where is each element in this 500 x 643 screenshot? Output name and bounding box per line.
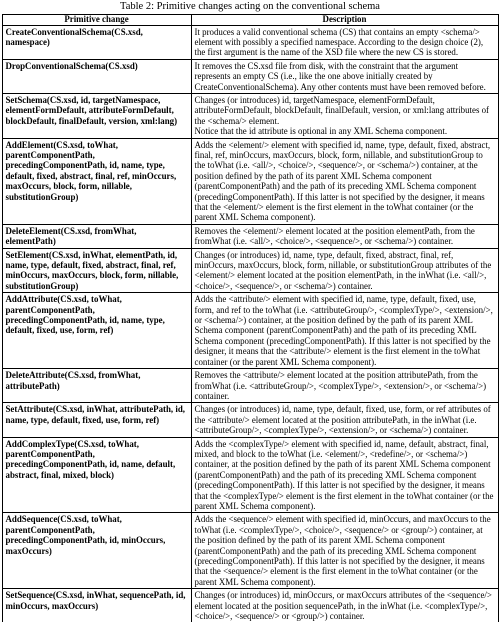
primitive-description: Changes (or introduces) id, minOccurs, or maxOccurs attributes of the <sequence/> element located at the position sequencePath, in the inWhat (i.e. <complexType/>, <choice/>, <sequence/> or <group/>) container. <box>191 589 498 623</box>
table-row <box>2 25 498 59</box>
table-caption: Table 2: Primitive changes acting on the conventional schema <box>120 1 380 12</box>
primitive-name: DeleteAttribute(CS.xsd, fromWhat, attributePath) <box>2 369 191 403</box>
primitive-description: Adds the <sequence/> element with specified id, minOccurs, and maxOccurs to the toWhat (i.e. <complexType/>, <choice/>, <sequence/> or <group/>) container, at the position defined by the path of its parent XML Schema component (parentComponentPath) and the path of its preceding XML Schema component (precedingComponentPath). If this latter is not specified by the designer, it means that the <sequence/> element is the first element in the toWhat container (or the parent XML Schema component). <box>191 513 498 589</box>
header-description: Description <box>191 15 498 26</box>
table-row <box>2 403 498 437</box>
primitive-name: AddElement(CS.xsd, toWhat, parentComponentPath, precedingComponentPath, id, name, type, default, fixed, abstract, final, ref, minOccurs, maxOccurs, block, form, nillable, substitutionGroup) <box>2 138 191 224</box>
primitive-description: Changes (or introduces) id, name, type, default, fixed, use, form, or ref attributes of the <attribute/> element located at the position attributePath, in the inWhat (i.e. <attributeGroup/>, <complexType/>, <extension/>, or <schema/>) container. <box>191 403 498 437</box>
table-row <box>2 224 498 248</box>
table-row <box>2 589 498 623</box>
table-row <box>2 248 498 293</box>
table-header-row <box>2 15 498 26</box>
primitive-name: DeleteElement(CS.xsd, fromWhat, elementPath) <box>2 224 191 248</box>
table-row <box>2 138 498 224</box>
table-row <box>2 293 498 369</box>
primitive-description: Changes (or introduces) id, targetNamespace, elementFormDefault, attributeFormDefault, blockDefault, finalDefault, version, or xml:lang attributes of the <schema/> element. Notice that the id attribute is optional in any XML Schema component. <box>191 93 498 138</box>
primitive-description: Changes (or introduces) id, name, type, default, fixed, abstract, final, ref, minOccurs, maxOccurs, block, form, nillable, or substitutionGroup attributes of the <element/> element located at the position elementPath, in the inWhat (i.e. <all/>, <choice/>, <sequence/>, or <schema/>) container. <box>191 248 498 293</box>
primitive-name: SetElement(CS.xsd, inWhat, elementPath, id, name, type, default, fixed, abstract, final, ref, minOccurs, maxOccurs, block, form, nillable, substitutionGroup) <box>2 248 191 293</box>
primitive-description: Adds the <attribute/> element with specified id, name, type, default, fixed, use, form, and ref to the toWhat (i.e. <attributeGroup/>, <complexType/>, <extension/>, or <schema/>) container, at the position defined by the path of its parent XML Schema component (parentComponentPath) and the path of its preceding XML Schema component (precedingComponentPath). If this latter is not specified by the designer, it means that the <attribute/> element is the first element in the toWhat container (or the parent XML Schema component). <box>191 293 498 369</box>
primitive-name: DropConventionalSchema(CS.xsd) <box>2 59 191 93</box>
table-row <box>2 513 498 589</box>
primitive-description: It removes the CS.xsd file from disk, with the constraint that the argument represents an empty CS (i.e., like the one above initially created by CreateConventionalSchema). Any other contents must have been removed before. <box>191 59 498 93</box>
primitive-name: SetSequence(CS.xsd, inWhat, sequencePath, id, minOccurs, maxOccurs) <box>2 589 191 623</box>
primitive-name: AddComplexType(CS.xsd, toWhat, parentComponentPath, precedingComponentPath, id, name, default, abstract, final, mixed, block) <box>2 437 191 513</box>
primitive-description: It produces a valid conventional schema (CS) that contains an empty <schema/> element with possibly a specified namespace. According to the design choice (2), the first argument is the name of the XSD file where the new CS is stored. <box>191 25 498 59</box>
primitive-name: AddSequence(CS.xsd, toWhat, parentComponentPath, precedingComponentPath, id, minOccurs, maxOccurs) <box>2 513 191 589</box>
primitive-changes-table <box>2 14 499 622</box>
table-row <box>2 437 498 513</box>
table-row <box>2 59 498 93</box>
table-row <box>2 369 498 403</box>
primitive-name: CreateConventionalSchema(CS.xsd, namespace) <box>2 25 191 59</box>
header-primitive-change: Primitive change <box>2 15 191 26</box>
table-row <box>2 93 498 138</box>
primitive-description: Adds the <complexType/> element with specified id, name, default, abstract, final, mixed, and block to the toWhat (i.e. <element/>, <redefine/>, or <schema/>) container, at the position defined by the path of its parent XML Schema component (parentComponentPath) and the path of its preceding XML Schema component (precedingComponentPath). If this latter is not specified by the designer, it means that the <complexType/> element is the first element in the toWhat container (or the parent XML Schema component). <box>191 437 498 513</box>
primitive-description: Removes the <element/> element located at the position elementPath, from the fromWhat (i.e. <all/>, <choice/>, <sequence/>, or <schema/>) container. <box>191 224 498 248</box>
primitive-description: Adds the <element/> element with specified id, name, type, default, fixed, abstract, final, ref, minOccurs, maxOccurs, block, form, nillable, and substitutionGroup to the toWhat (i.e. <all/>, <choice/>, <sequence/>, or <schema/>) container, at the position defined by the path of its parent XML Schema component (parentComponentPath) and the path of its preceding XML Schema component (precedingComponentPath). If this latter is not specified by the designer, it means that the <element/> element is the first element in the toWhat container (or the parent XML Schema component). <box>191 138 498 224</box>
primitive-name: SetAttribute(CS.xsd, inWhat, attributePath, id, name, type, default, fixed, use, form, ref) <box>2 403 191 437</box>
primitive-name: AddAttribute(CS.xsd, toWhat, parentComponentPath, precedingComponentPath, id, name, type, default, fixed, use, form, ref) <box>2 293 191 369</box>
primitive-name: SetSchema(CS.xsd, id, targetNamespace, elementFormDefault, attributeFormDefault, blockDefault, finalDefault, version, xml:lang) <box>2 93 191 138</box>
primitive-description: Removes the <attribute/> element located at the position attributePath, from the fromWhat (i.e. <attributeGroup/>, <complexType/>, <extension/>, or <schema/>) container. <box>191 369 498 403</box>
